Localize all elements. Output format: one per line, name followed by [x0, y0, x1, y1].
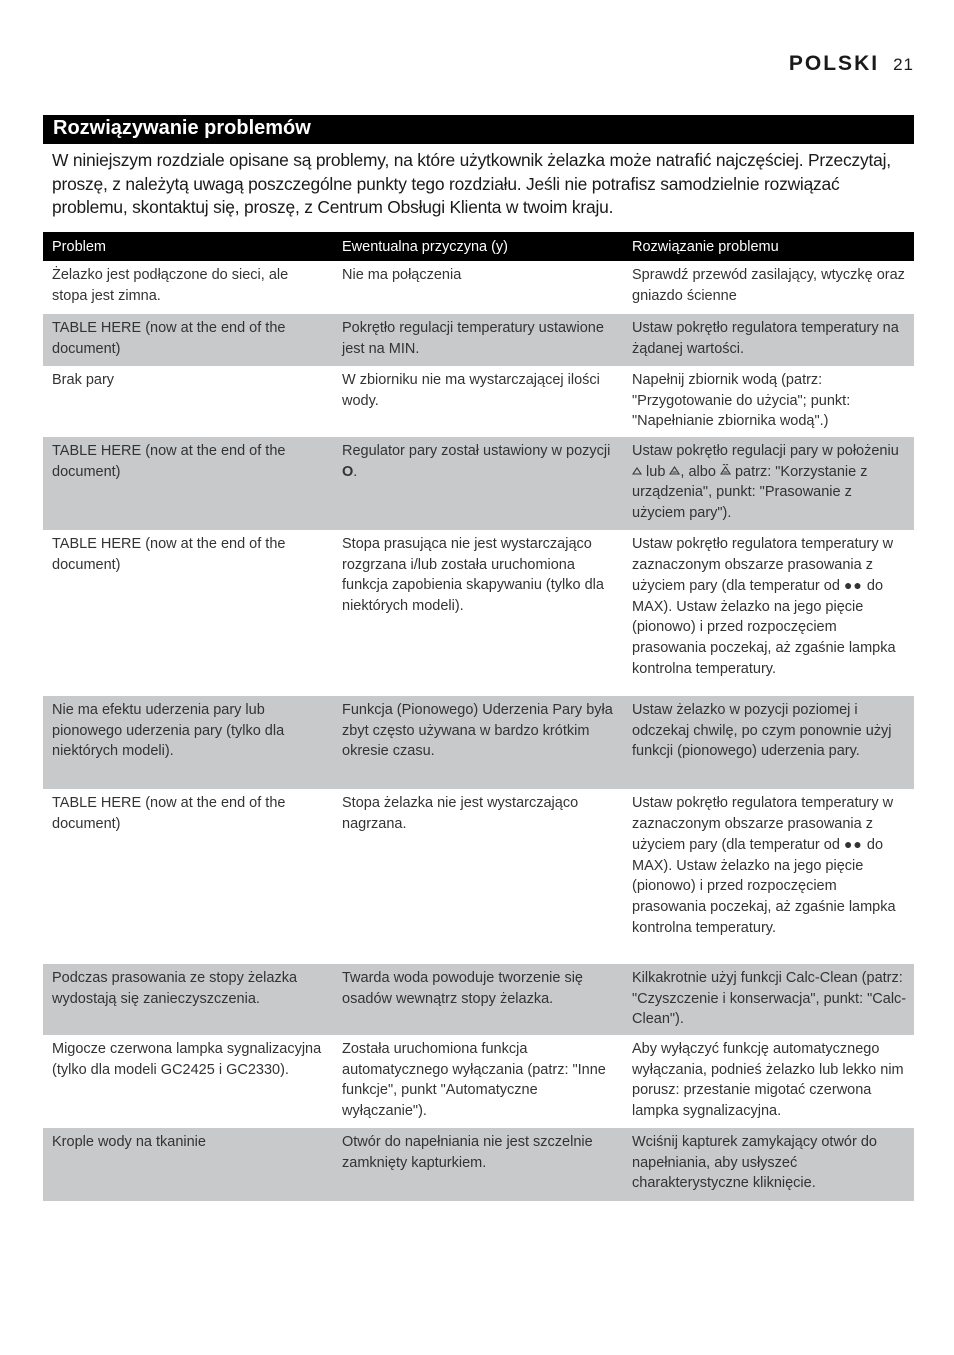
cause-cell: Została uruchomiona funkcja automatycznego wyłączania (patrz: "Inne funkcje", punkt "Automatyczne wyłączanie").: [342, 1041, 606, 1119]
table-row: [43, 314, 914, 366]
solution-cell: Kilkakrotnie użyj funkcji Calc-Clean (patrz: "Czyszczenie i konserwacja", punkt: "Calc-Clean").: [632, 970, 907, 1028]
page-number: 21: [893, 55, 914, 74]
problem-cell: Migocze czerwona lampka sygnalizacyjna (tylko dla modeli GC2425 i GC2330).: [52, 1041, 322, 1078]
cause-cell: Twarda woda powoduje tworzenie się osadów wewnątrz stopy żelazka.: [342, 970, 583, 1007]
solution-text: Ustaw pokrętło regulatora temperatury w zaznaczonym obszarze prasowania z użyciem pary (dla temperatur od: [632, 536, 894, 595]
solution-cell: [623, 530, 914, 696]
cause-cell: Nie ma połączenia: [342, 267, 462, 283]
problem-cell: Krople wody na tkaninie: [52, 1134, 206, 1150]
solution-cell: [623, 437, 914, 530]
solution-cell: [623, 789, 914, 964]
problem-cell: Brak pary: [52, 372, 115, 388]
cause-cell: W zbiorniku nie ma wystarczającej ilości wody.: [342, 372, 600, 409]
cause-cell: Otwór do napełniania nie jest szczelnie zamknięty kapturkiem.: [342, 1134, 593, 1171]
solution-text-or2: , albo: [680, 463, 716, 480]
troubleshooting-table: [43, 232, 914, 1201]
table-row: [43, 366, 914, 437]
problem-cell: TABLE HERE (now at the end of the document): [52, 320, 286, 357]
table-row: [43, 964, 914, 1035]
cause-text-end: .: [353, 463, 358, 480]
cause-cell: Pokrętło regulacji temperatury ustawione jest na MIN.: [342, 320, 604, 357]
solution-cell: Ustaw żelazko w pozycji poziomej i odczekaj chwilę, po czym ponownie użyj funkcji (pionowego) uderzenia pary.: [632, 702, 892, 760]
steam-max-icon: [720, 464, 731, 476]
steam-medium-icon: [669, 466, 680, 476]
table-row: [43, 261, 914, 314]
solution-cell: Sprawdź przewód zasilający, wtyczkę oraz gniazdo ścienne: [632, 267, 905, 304]
table-row: [43, 437, 914, 530]
cause-cell: Stopa prasująca nie jest wystarczająco rozgrzana i/lub została uruchomiona funkcja zapobienia skapywaniu (tylko dla niektórych modeli).: [342, 536, 604, 614]
table-row: [43, 789, 914, 964]
cause-cell: Funkcja (Pionowego) Uderzenia Pary była zbyt często używana w bardzo krótkim okresie czasu.: [342, 702, 613, 760]
section-title: Rozwiązywanie problemów: [43, 115, 914, 144]
solution-cell: Ustaw pokrętło regulatora temperatury na żądanej wartości.: [632, 320, 899, 357]
problem-cell: Podczas prasowania ze stopy żelazka wydostają się zanieczyszczenia.: [52, 970, 298, 1007]
table-row: [43, 530, 914, 696]
problem-cell: TABLE HERE (now at the end of the document): [52, 536, 286, 573]
cause-cell: [333, 437, 623, 530]
problem-cell: Nie ma efektu uderzenia pary lub pionowego uderzenia pary (tylko dla niektórych modeli).: [52, 702, 285, 760]
page-header: [789, 52, 914, 76]
solution-text: Ustaw pokrętło regulacji pary w położeniu: [632, 443, 899, 459]
cause-text: Regulator pary został ustawiony w pozycji: [342, 443, 611, 459]
solution-text-or: lub: [646, 463, 666, 480]
solution-text: Ustaw pokrętło regulatora temperatury w zaznaczonym obszarze prasowania z użyciem pary (dla temperatur od: [632, 795, 894, 854]
solution-cell: Aby wyłączyć funkcję automatycznego wyłączania, podnieś żelazko lub lekko nim porusz: przestanie migotać czerwona lampka sygnalizacyjna.: [632, 1041, 904, 1119]
temperature-dots-icon: ●●: [843, 577, 863, 594]
column-header-problem: Problem: [52, 238, 106, 255]
column-header-cause: Ewentualna przyczyna (y): [342, 238, 509, 255]
table-header: [43, 232, 914, 261]
temperature-dots-icon: ●●: [843, 836, 863, 853]
problem-cell: TABLE HERE (now at the end of the document): [52, 443, 286, 480]
solution-cell: Wciśnij kapturek zamykający otwór do napełniania, aby usłyszeć charakterystyczne kliknięcie.: [632, 1134, 877, 1192]
problem-cell: Żelazko jest podłączone do sieci, ale stopa jest zimna.: [52, 267, 289, 304]
problem-cell: TABLE HERE (now at the end of the document): [52, 795, 286, 832]
solution-text-end: patrz: "Korzystanie z urządzenia", punkt: "Prasowanie z użyciem pary").: [632, 463, 868, 521]
intro-paragraph: W niniejszym rozdziale opisane są problemy, na które użytkownik żelazka może natrafić najczęściej. Przeczytaj, proszę, z należytą uwagą poszczególne punkty tego rozdziału. Jeśli nie potrafisz samodzielnie rozwiązać problemu, skontaktuj się, proszę, z Centrum Obsługi Klienta w twoim kraju.: [52, 150, 891, 217]
column-header-solution: Rozwiązanie problemu: [632, 238, 779, 255]
table-row: [43, 1035, 914, 1128]
solution-text-end: do MAX). Ustaw żelazko na jego pięcie (pionowo) i przed rozpoczęciem prasowania poczekaj, aż zgaśnie lampka kontrolna temperatury.: [632, 837, 896, 936]
solution-cell: Napełnij zbiornik wodą (patrz: "Przygotowanie do użycia"; punkt: "Napełnianie zbiornika wodą".): [632, 372, 851, 430]
table-row: [43, 696, 914, 789]
steam-low-icon: [632, 466, 642, 476]
cause-cell: Stopa żelazka nie jest wystarczająco nagrzana.: [342, 795, 579, 832]
table-row: [43, 1128, 914, 1201]
solution-text-end: do MAX). Ustaw żelazko na jego pięcie (pionowo) i przed rozpoczęciem prasowania poczekaj, aż zgaśnie lampka kontrolna temperatury.: [632, 578, 896, 677]
steam-off-symbol: O: [342, 463, 354, 480]
language-label: POLSKI: [788, 52, 880, 75]
